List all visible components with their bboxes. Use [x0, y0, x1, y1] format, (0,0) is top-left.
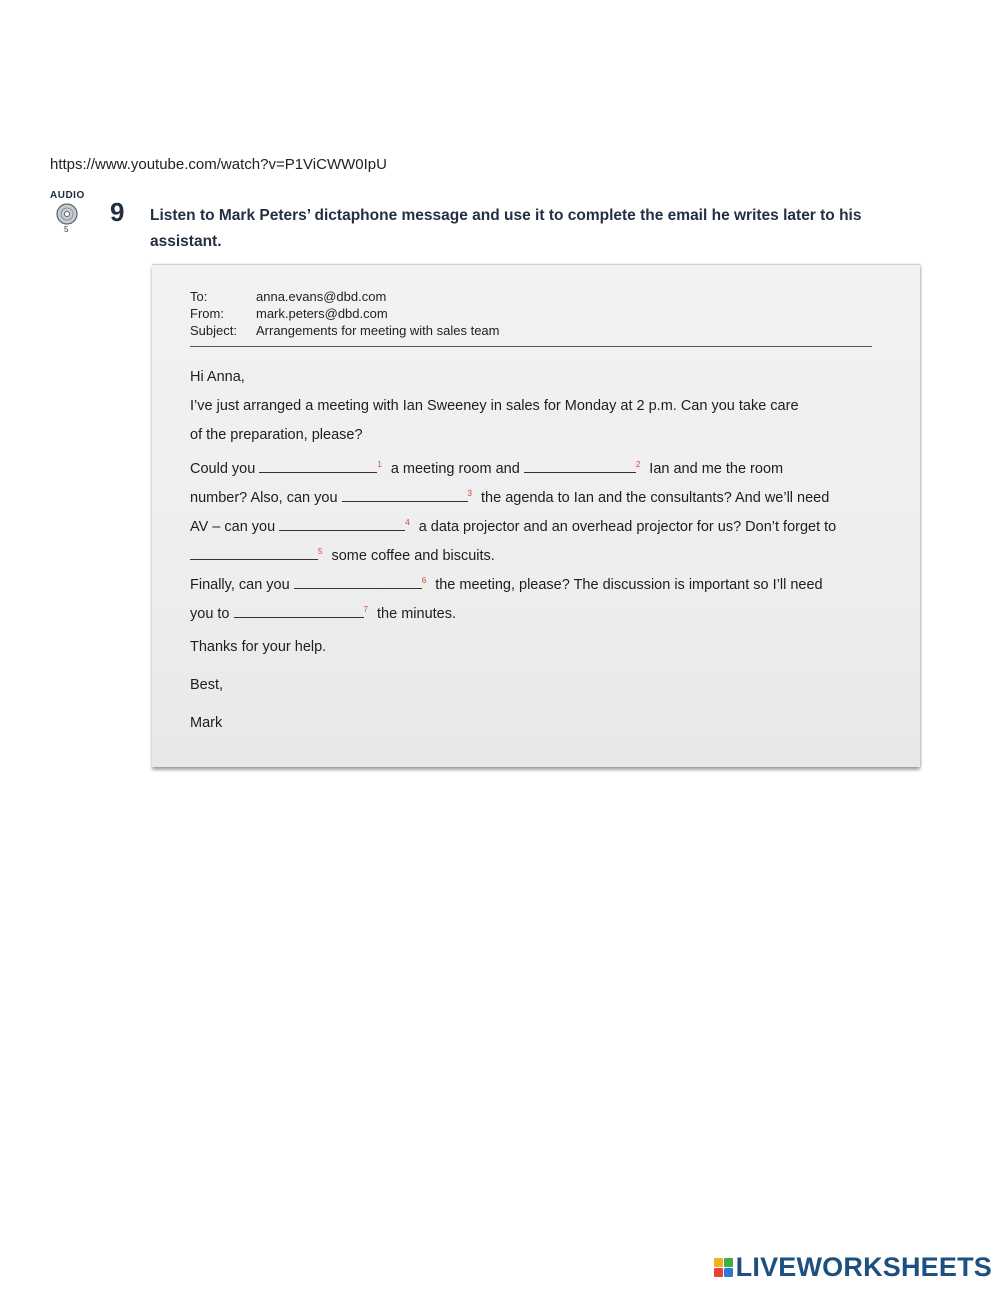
email-thanks: Thanks for your help. — [190, 639, 327, 655]
text: Ian and me the room — [649, 460, 784, 477]
text: a data projector and an overhead projector for us? Don’t forget to — [418, 518, 837, 535]
blank-number-5: 5 — [318, 547, 323, 556]
to-label: To: — [190, 289, 208, 304]
audio-cd-icon — [56, 203, 78, 225]
logo-block — [724, 1268, 733, 1277]
text: the minutes. — [377, 605, 457, 622]
logo-text: LIVEWORKSHEETS — [735, 1252, 992, 1282]
blank-number-4: 4 — [405, 518, 410, 527]
text: you to — [190, 605, 230, 622]
text: the meeting, please? The discussion is important so I’ll need — [435, 576, 823, 593]
email-line-7 — [190, 566, 890, 595]
exercise-instruction: Listen to Mark Peters’ dictaphone message and use it to complete the email he writes later to his assistant. — [150, 207, 862, 250]
email-line-1: I’ve just arranged a meeting with Ian Sweeney in sales for Monday at 2 p.m. Can you take care — [190, 398, 799, 414]
blank-number-6: 6 — [421, 576, 427, 585]
text: some coffee and biscuits. — [331, 547, 495, 564]
text: number? Also, can you — [190, 489, 338, 506]
blank-number-2: 2 — [635, 460, 641, 469]
answer-blank-4[interactable] — [279, 516, 405, 531]
answer-blank-1[interactable] — [259, 458, 377, 473]
email-body — [190, 363, 890, 738]
audio-label: AUDIO — [50, 190, 85, 201]
answer-blank-3[interactable] — [342, 487, 468, 502]
text: Finally, can you — [190, 576, 290, 593]
audio-track-number: 5 — [64, 225, 69, 234]
logo-block — [714, 1268, 723, 1277]
liveworksheets-logo — [714, 1252, 992, 1283]
subject-value: Arrangements for meeting with sales team — [256, 323, 500, 338]
email-line-8 — [190, 595, 890, 624]
logo-blocks-icon — [714, 1258, 733, 1277]
email-signoff: Best, — [190, 677, 224, 693]
blank-number-7: 7 — [363, 605, 368, 614]
email-subject-row — [190, 323, 500, 338]
logo-block — [724, 1258, 733, 1267]
answer-blank-5[interactable] — [190, 545, 318, 560]
from-value: mark.peters@dbd.com — [256, 306, 388, 321]
text: AV – can you — [190, 518, 276, 535]
email-card — [152, 264, 920, 767]
text: the agenda to Ian and the consultants? And we’ll need — [481, 489, 830, 506]
email-to-row — [190, 289, 386, 304]
email-line-4 — [190, 479, 890, 508]
email-line-5 — [190, 508, 890, 537]
email-from-row — [190, 306, 388, 321]
from-label: From: — [190, 306, 224, 321]
email-line-2: of the preparation, please? — [190, 427, 363, 443]
answer-blank-6[interactable] — [294, 574, 422, 589]
exercise-number: 9 — [110, 197, 125, 227]
video-link[interactable]: https://www.youtube.com/watch?v=P1ViCWW0IpU — [50, 156, 387, 173]
subject-label: Subject: — [190, 323, 237, 338]
header-divider — [190, 346, 872, 347]
email-line-6 — [190, 537, 890, 566]
text: a meeting room and — [390, 460, 520, 477]
logo-block — [714, 1258, 723, 1267]
text: Could you — [190, 460, 256, 477]
blank-number-3: 3 — [467, 489, 472, 498]
to-value: anna.evans@dbd.com — [256, 289, 387, 304]
email-signature: Mark — [190, 715, 223, 731]
answer-blank-2[interactable] — [524, 458, 636, 473]
blank-number-1: 1 — [377, 460, 382, 469]
audio-indicator — [50, 190, 90, 234]
email-greeting: Hi Anna, — [190, 369, 245, 385]
email-line-3 — [190, 450, 890, 479]
answer-blank-7[interactable] — [234, 603, 364, 618]
